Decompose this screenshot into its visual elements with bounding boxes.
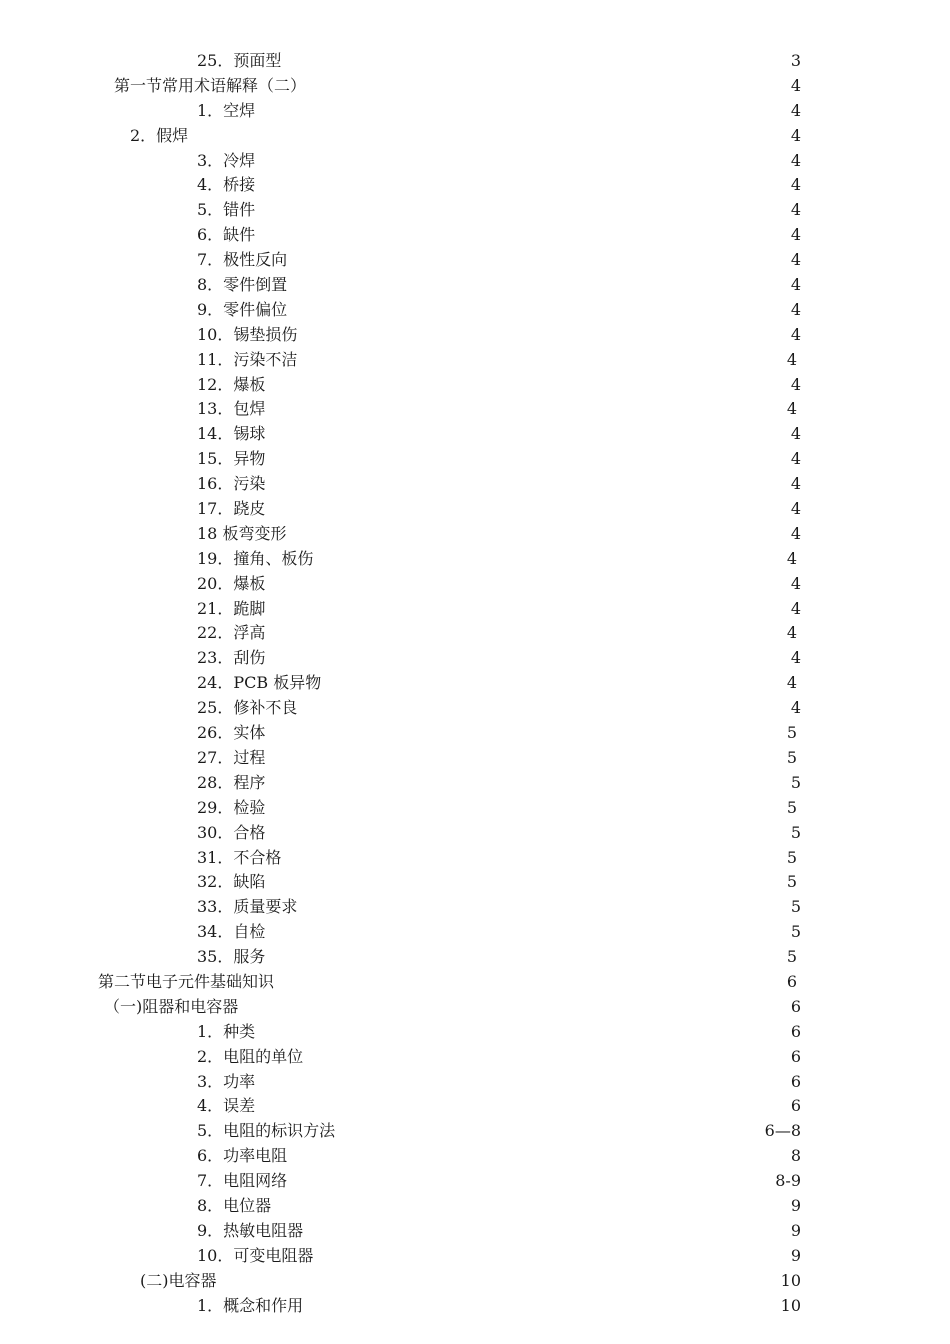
- toc-entry-page-number: 6: [786, 971, 797, 991]
- toc-entry: [0, 1020, 950, 1045]
- toc-entry-title: 25．预面型: [197, 51, 282, 70]
- toc-entry-page-number: 4: [790, 200, 801, 220]
- toc-entry-title: 2．假焊: [130, 125, 189, 145]
- toc-entry: [0, 796, 950, 821]
- toc-entry: [0, 1269, 950, 1294]
- toc-entry-title: 23．刮伤: [197, 648, 266, 668]
- toc-entry: [0, 1294, 950, 1319]
- toc-entry-page-number: 4: [790, 523, 801, 543]
- toc-entry-page-number: 5: [786, 747, 797, 767]
- toc-entry: [0, 746, 950, 771]
- toc-entry-title: 2．电阻的单位: [197, 1046, 304, 1066]
- toc-entry: [0, 522, 950, 547]
- toc-entry-title: 9．零件偏位: [197, 299, 288, 319]
- toc-entry-page-number: 5: [786, 947, 797, 967]
- toc-entry-page-number: 9: [790, 1220, 801, 1240]
- toc-entry-page-number: 6: [790, 1071, 801, 1091]
- toc-entry-page-number: 4: [790, 573, 801, 593]
- toc-entry-page-number: 6: [790, 1096, 801, 1116]
- toc-entry-page-number: 4: [790, 75, 801, 95]
- toc-entry: [0, 771, 950, 796]
- toc-entry-page-number: 8-9: [775, 1171, 801, 1191]
- toc-entry-page-number: 4: [790, 225, 801, 245]
- table-of-contents: [0, 49, 950, 1318]
- toc-entry-title: 26．实体: [197, 723, 266, 743]
- toc-entry: [0, 721, 950, 746]
- toc-entry-title: 17．跷皮: [197, 499, 266, 519]
- toc-entry: [0, 597, 950, 622]
- toc-entry: [0, 646, 950, 671]
- toc-entry-title: 第一节常用术语解释（二）: [114, 75, 307, 95]
- toc-entry-title: 28．程序: [197, 772, 266, 792]
- toc-entry-title: 4．桥接: [197, 175, 256, 195]
- toc-entry-title: 11．污染不洁: [197, 349, 298, 369]
- toc-entry: [0, 198, 950, 223]
- toc-entry: [0, 547, 950, 572]
- toc-entry-page-number: 4: [786, 673, 797, 693]
- toc-entry-title: 8．零件倒置: [197, 275, 288, 295]
- toc-entry: [0, 572, 950, 597]
- toc-entry-title: 15．异物: [197, 449, 266, 469]
- toc-entry-title: 33．质量要求: [197, 897, 298, 917]
- toc-entry-page-number: 4: [790, 299, 801, 319]
- toc-entry-page-number: 6—8: [764, 1121, 801, 1141]
- toc-entry-title: 1．概念和作用: [197, 1295, 304, 1315]
- toc-entry-title: 35．服务: [197, 947, 266, 967]
- toc-entry: [0, 497, 950, 522]
- toc-entry-title: (二)电容器: [140, 1270, 217, 1290]
- toc-entry-page-number: 5: [790, 922, 801, 942]
- toc-entry: [0, 895, 950, 920]
- toc-entry-page-number: 4: [790, 100, 801, 120]
- toc-entry: [0, 870, 950, 895]
- toc-entry-page-number: 4: [786, 623, 797, 643]
- toc-entry-title: 31．不合格: [197, 847, 282, 867]
- toc-entry: [0, 49, 950, 74]
- toc-entry-title: 19．撞角、板伤: [197, 548, 314, 568]
- toc-entry-title: 34．自检: [197, 922, 266, 942]
- toc-entry: [0, 447, 950, 472]
- toc-entry-page-number: 8: [790, 1146, 801, 1166]
- toc-entry-page-number: 10: [780, 1270, 801, 1290]
- toc-entry: [0, 373, 950, 398]
- toc-entry-page-number: 10: [780, 1295, 801, 1315]
- toc-entry-page-number: 4: [790, 250, 801, 270]
- toc-entry-page-number: 4: [790, 374, 801, 394]
- toc-entry-page-number: 4: [786, 399, 797, 419]
- toc-entry: [0, 671, 950, 696]
- toc-entry-title: 18 板弯变形: [197, 523, 287, 543]
- toc-entry-title: 7．极性反向: [197, 250, 288, 270]
- toc-entry: [0, 1094, 950, 1119]
- toc-entry-title: 5．错件: [197, 200, 256, 220]
- toc-entry: [0, 99, 950, 124]
- toc-entry-title: 16．污染: [197, 474, 266, 494]
- toc-entry: [0, 1169, 950, 1194]
- toc-entry-title: 24．PCB 板异物: [197, 673, 322, 693]
- toc-entry-title: 1．空焊: [197, 100, 256, 120]
- toc-entry: [0, 422, 950, 447]
- toc-entry-title: 7．电阻网络: [197, 1171, 288, 1191]
- toc-entry-page-number: 4: [790, 648, 801, 668]
- toc-entry: [0, 846, 950, 871]
- toc-entry-page-number: 4: [790, 175, 801, 195]
- toc-entry-page-number: 4: [790, 324, 801, 344]
- toc-entry: [0, 995, 950, 1020]
- toc-entry-title: 5．电阻的标识方法: [197, 1121, 336, 1141]
- toc-entry: [0, 323, 950, 348]
- toc-entry: [0, 821, 950, 846]
- toc-entry: [0, 1119, 950, 1144]
- toc-entry-title: 13．包焊: [197, 399, 266, 419]
- toc-entry-page-number: 4: [790, 499, 801, 519]
- toc-entry-page-number: 5: [786, 723, 797, 743]
- toc-entry: [0, 1144, 950, 1169]
- toc-entry-page-number: 6: [790, 1021, 801, 1041]
- toc-entry-page-number: 4: [790, 474, 801, 494]
- toc-entry: [0, 348, 950, 373]
- toc-entry: [0, 124, 950, 149]
- toc-entry-page-number: 5: [790, 772, 801, 792]
- toc-entry: [0, 970, 950, 995]
- toc-entry-page-number: 4: [790, 698, 801, 718]
- toc-entry: [0, 945, 950, 970]
- toc-entry: [0, 173, 950, 198]
- toc-entry-page-number: 4: [790, 150, 801, 170]
- toc-entry-page-number: 4: [790, 424, 801, 444]
- toc-entry-page-number: 4: [790, 449, 801, 469]
- toc-entry-title: 14．锡球: [197, 424, 266, 444]
- toc-entry: [0, 273, 950, 298]
- toc-entry-title: 29．检验: [197, 797, 266, 817]
- toc-entry-page-number: 4: [786, 349, 797, 369]
- toc-entry: [0, 920, 950, 945]
- toc-entry-title: 6．缺件: [197, 225, 256, 245]
- toc-entry-page-number: 4: [786, 548, 797, 568]
- toc-entry: [0, 74, 950, 99]
- toc-entry-page-number: 5: [786, 797, 797, 817]
- toc-entry-title: 10．锡垫损伤: [197, 324, 298, 344]
- toc-entry-page-number: 6: [790, 996, 801, 1016]
- toc-entry-page-number: 3: [790, 51, 801, 70]
- toc-entry-title: 12．爆板: [197, 374, 266, 394]
- toc-entry-title: 第二节电子元件基础知识: [98, 971, 275, 991]
- toc-entry-page-number: 4: [790, 125, 801, 145]
- toc-entry: [0, 1219, 950, 1244]
- toc-entry: [0, 472, 950, 497]
- toc-entry-title: 22．浮高: [197, 623, 266, 643]
- toc-entry-title: 9．热敏电阻器: [197, 1220, 304, 1240]
- toc-entry-title: 25．修补不良: [197, 698, 298, 718]
- toc-entry-title: 27．过程: [197, 747, 266, 767]
- toc-entry: [0, 1244, 950, 1269]
- toc-entry-page-number: 4: [790, 275, 801, 295]
- toc-entry-title: 8．电位器: [197, 1195, 272, 1215]
- toc-entry-title: 6．功率电阻: [197, 1146, 288, 1166]
- toc-entry: [0, 149, 950, 174]
- toc-entry-page-number: 5: [790, 897, 801, 917]
- toc-entry-title: 1．种类: [197, 1021, 256, 1041]
- toc-entry-page-number: 5: [786, 872, 797, 892]
- toc-entry-page-number: 9: [790, 1245, 801, 1265]
- toc-entry-title: 21．跪脚: [197, 598, 266, 618]
- toc-entry-page-number: 6: [790, 1046, 801, 1066]
- toc-entry-title: （一)阻器和电容器: [104, 996, 239, 1016]
- toc-entry: [0, 621, 950, 646]
- toc-entry-title: 3．功率: [197, 1071, 256, 1091]
- toc-entry: [0, 1194, 950, 1219]
- toc-entry-title: 32．缺陷: [197, 872, 266, 892]
- toc-entry-page-number: 5: [790, 822, 801, 842]
- toc-entry-title: 3．冷焊: [197, 150, 256, 170]
- toc-entry-page-number: 9: [790, 1195, 801, 1215]
- toc-entry-page-number: 4: [790, 598, 801, 618]
- toc-entry-title: 10．可变电阻器: [197, 1245, 314, 1265]
- toc-entry: [0, 298, 950, 323]
- toc-entry-title: 30．合格: [197, 822, 266, 842]
- toc-entry: [0, 1045, 950, 1070]
- toc-entry-page-number: 5: [786, 847, 797, 867]
- toc-entry-title: 4．误差: [197, 1096, 256, 1116]
- toc-entry: [0, 223, 950, 248]
- toc-entry: [0, 248, 950, 273]
- toc-entry: [0, 696, 950, 721]
- toc-entry: [0, 397, 950, 422]
- toc-entry: [0, 1070, 950, 1095]
- toc-entry-title: 20．爆板: [197, 573, 266, 593]
